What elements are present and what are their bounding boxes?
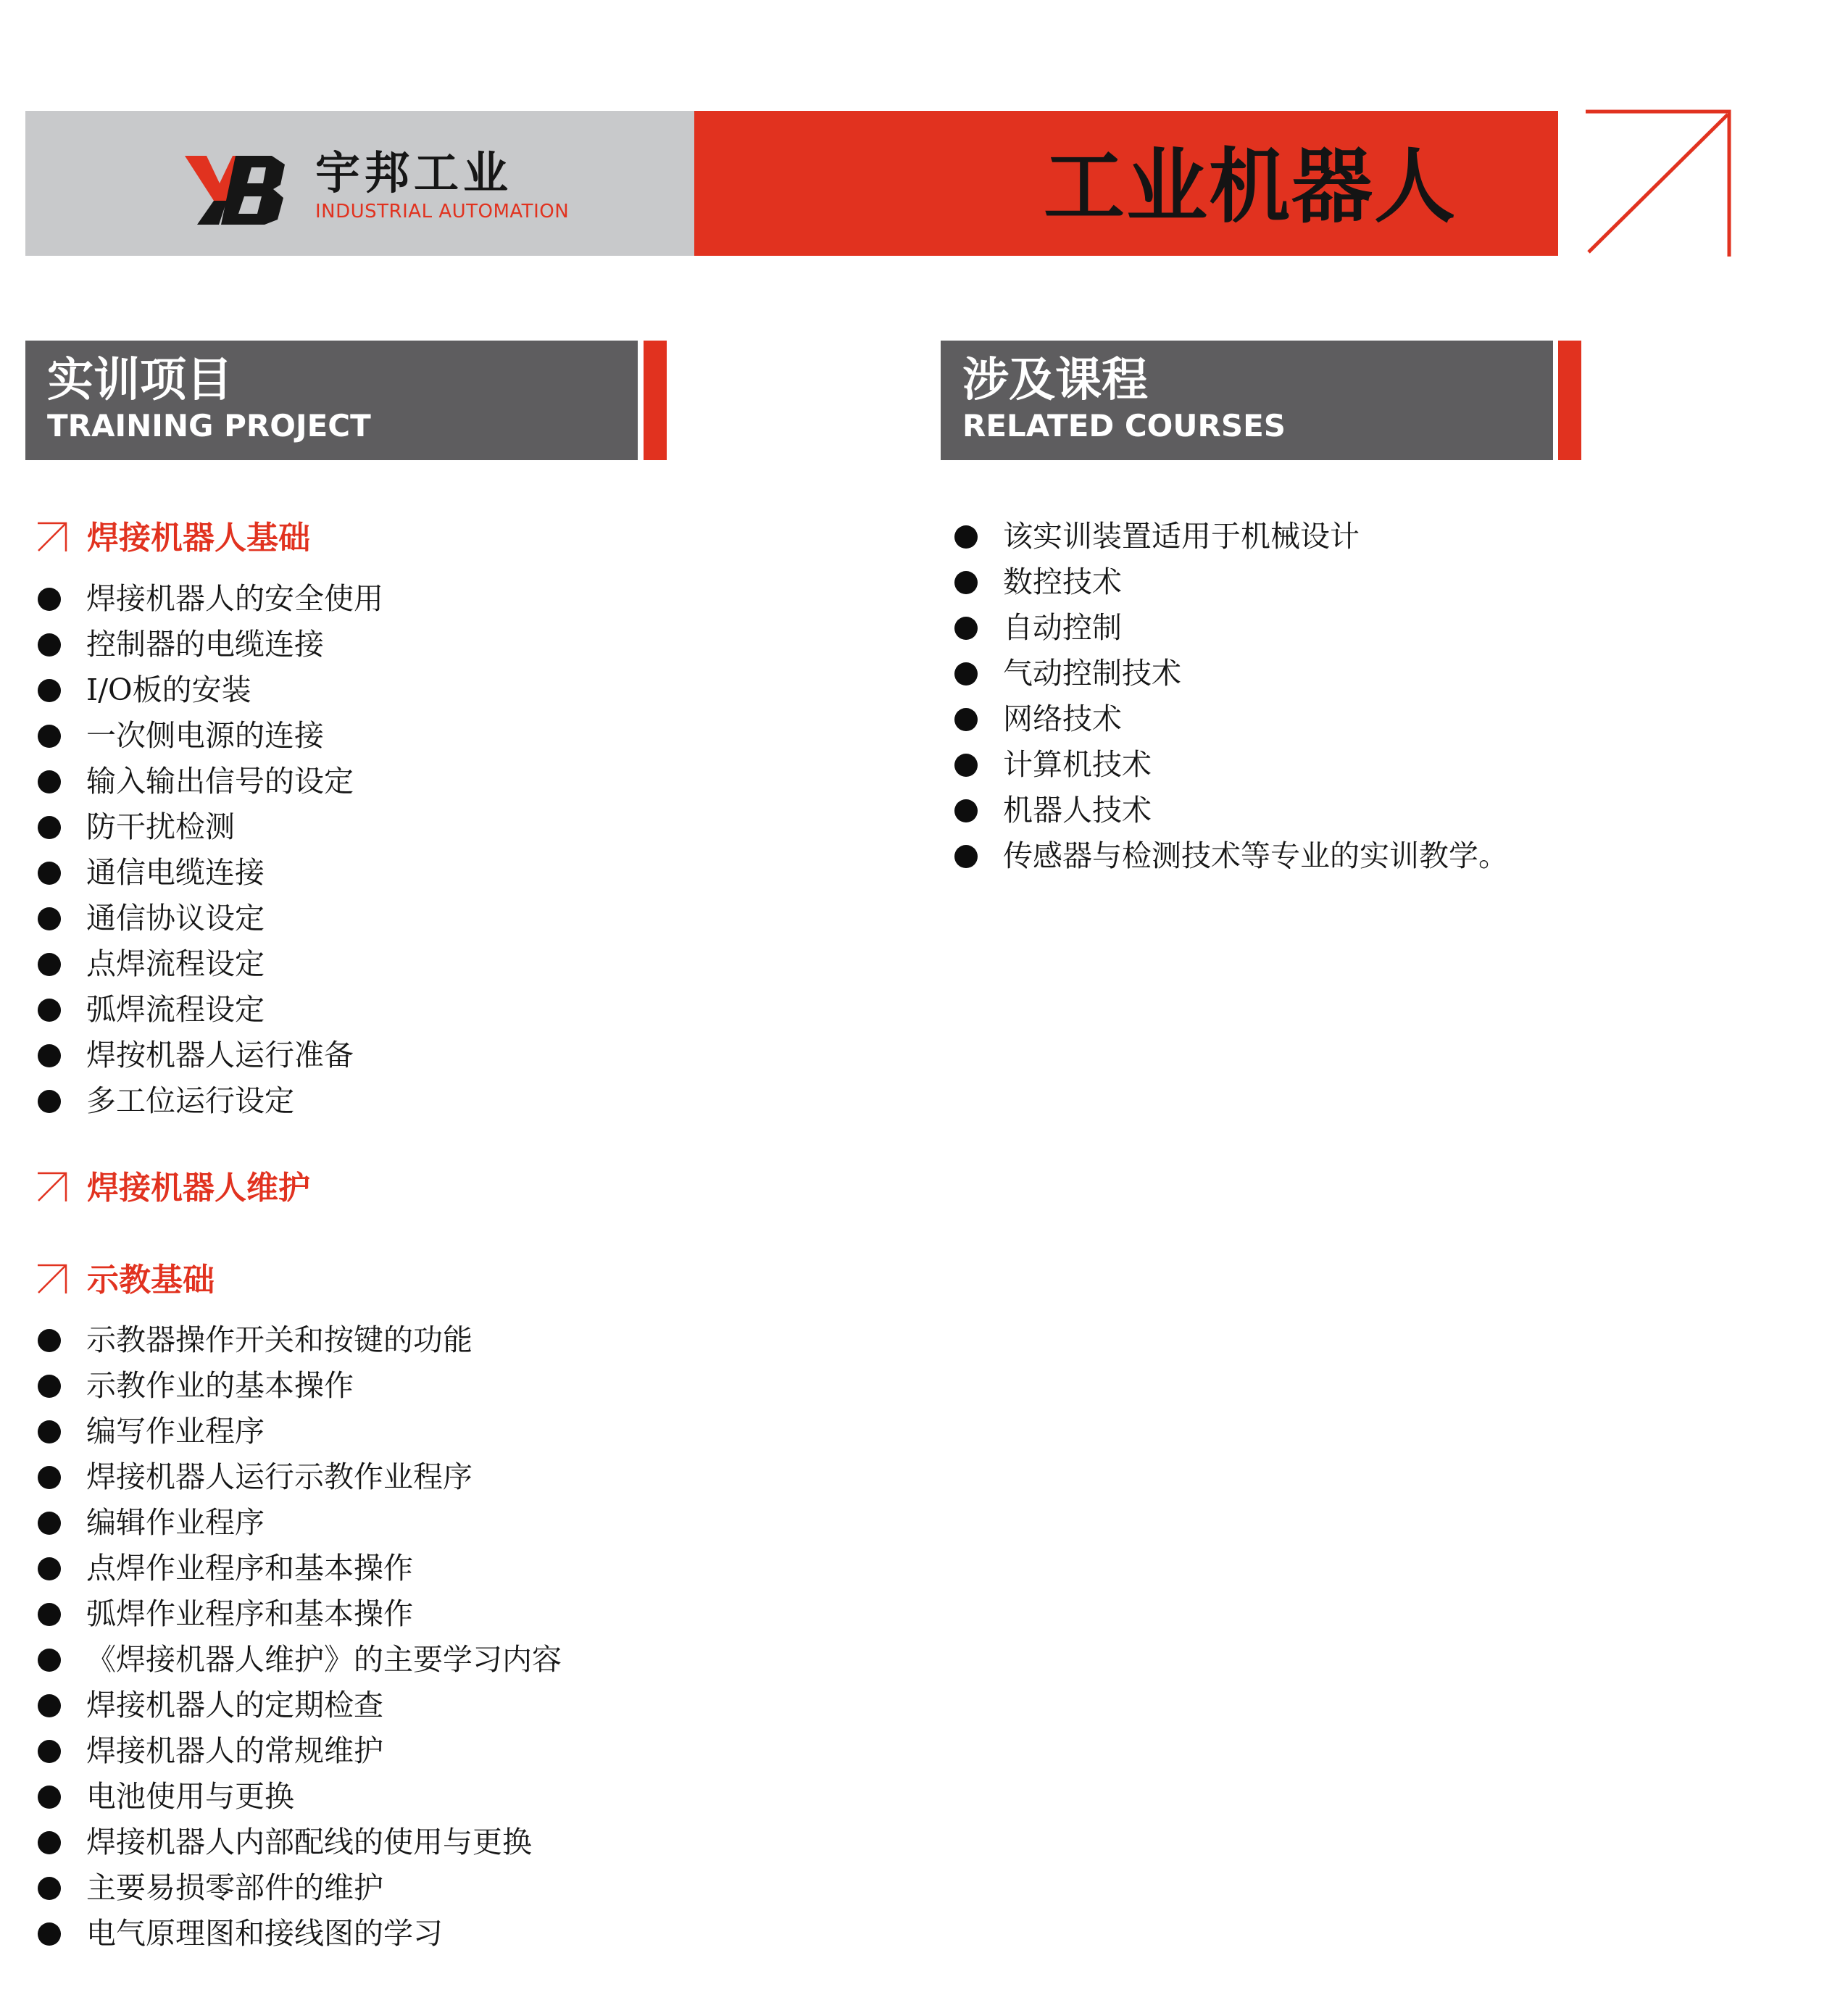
list-item: 《焊接机器人维护》的主要学习内容: [38, 1638, 690, 1683]
bullet-dot-icon: [38, 679, 61, 702]
list-item: 一次侧电源的连接: [38, 714, 690, 759]
bullet-dot-icon: [954, 617, 978, 640]
list-item: 数控技术: [954, 560, 1752, 606]
list-item: 该实训装置适用于机械设计: [954, 514, 1752, 560]
list-item: 焊接机器人运行示教作业程序: [38, 1455, 690, 1501]
page-title: 工业机器人: [1044, 140, 1457, 234]
list-item: 弧焊作业程序和基本操作: [38, 1592, 690, 1638]
bullet-dot-icon: [38, 1831, 61, 1854]
subsection-label: 焊接机器人维护: [87, 1170, 310, 1207]
bullet-dot-icon: [38, 1922, 61, 1946]
list-item: 输入输出信号的设定: [38, 759, 690, 805]
list-item: 点焊流程设定: [38, 942, 690, 988]
training-title-cn: 实训项目: [47, 354, 233, 407]
courses-title-en: RELATED COURSES: [962, 408, 1286, 443]
list-item: 主要易损零部件的维护: [38, 1866, 690, 1912]
list-item: 通信电缆连接: [38, 851, 690, 896]
bullet-dot-icon: [38, 1375, 61, 1398]
list-item: 示教器操作开关和按键的功能: [38, 1318, 690, 1364]
bullet-dot-icon: [38, 1603, 61, 1626]
bullet-dot-icon: [38, 1420, 61, 1443]
bullet-dot-icon: [38, 1090, 61, 1113]
list-item: 控制器的电缆连接: [38, 622, 690, 668]
list-item: 电池使用与更换: [38, 1775, 690, 1820]
list-item: 防干扰检测: [38, 805, 690, 851]
list-item: 气动控制技术: [954, 651, 1752, 697]
courses-section-accent: [1558, 341, 1581, 460]
courses-section-header: [941, 341, 1553, 460]
list-item: 机器人技术: [954, 788, 1752, 834]
brand-logo: [315, 146, 570, 224]
list-item: 多工位运行设定: [38, 1079, 690, 1125]
bullet-dot-icon: [38, 1877, 61, 1900]
training-section-header: [25, 341, 638, 460]
bullet-dot-icon: [38, 816, 61, 839]
bullet-dot-icon: [38, 588, 61, 611]
subsection-welding-maintenance: [36, 1168, 471, 1212]
list-item: 计算机技术: [954, 743, 1752, 788]
subsection-welding-basics: [36, 518, 471, 562]
list-item: 自动控制: [954, 606, 1752, 651]
list-item: 网络技术: [954, 697, 1752, 743]
bullet-dot-icon: [38, 1044, 61, 1067]
list-item: 通信协议设定: [38, 896, 690, 942]
bullet-dot-icon: [38, 1512, 61, 1535]
list-item: 弧焊流程设定: [38, 988, 690, 1033]
bullet-dot-icon: [38, 1649, 61, 1672]
bullet-dot-icon: [38, 862, 61, 885]
bullet-dot-icon: [954, 754, 978, 777]
related-courses-list: [954, 514, 1752, 880]
bullet-dot-icon: [38, 1557, 61, 1580]
subsection-teaching-basics: [36, 1260, 471, 1304]
bullet-dot-icon: [38, 1786, 61, 1809]
bullet-dot-icon: [38, 725, 61, 748]
arrow-up-right-icon: [36, 1171, 68, 1203]
list-item: 焊按机器人运行准备: [38, 1033, 690, 1079]
arrow-up-right-icon: [36, 1263, 68, 1295]
list-item: 焊接机器人的常规维护: [38, 1729, 690, 1775]
list-item: 编辑作业程序: [38, 1501, 690, 1546]
list-item: 电气原理图和接线图的学习: [38, 1912, 690, 1957]
training-section-accent: [644, 341, 667, 460]
subsection-label: 示教基础: [87, 1262, 215, 1299]
teaching-basics-list: [38, 1318, 690, 1957]
list-item: 编写作业程序: [38, 1409, 690, 1455]
bullet-dot-icon: [38, 1466, 61, 1489]
brand-name-cn: 宇邦工业: [315, 146, 513, 199]
bullet-dot-icon: [38, 907, 61, 930]
yb-logo-icon: [185, 156, 286, 225]
list-item: 点焊作业程序和基本操作: [38, 1546, 690, 1592]
bullet-dot-icon: [38, 1694, 61, 1717]
list-item: 示教作业的基本操作: [38, 1364, 690, 1409]
bullet-dot-icon: [954, 799, 978, 822]
bullet-dot-icon: [38, 770, 61, 793]
bullet-dot-icon: [38, 999, 61, 1022]
bullet-dot-icon: [954, 845, 978, 868]
bullet-dot-icon: [954, 525, 978, 549]
training-title-en: TRAINING PROJECT: [47, 408, 371, 443]
list-item: I/O板的安装: [38, 668, 690, 714]
list-item: 传感器与检测技术等专业的实训教学。: [954, 834, 1752, 880]
bullet-dot-icon: [38, 1740, 61, 1763]
bullet-dot-icon: [38, 953, 61, 976]
list-item: 焊接机器人的安全使用: [38, 577, 690, 622]
bullet-dot-icon: [954, 662, 978, 686]
bullet-dot-icon: [38, 633, 61, 657]
bullet-dot-icon: [954, 571, 978, 594]
courses-title-cn: 涉及课程: [962, 354, 1148, 407]
brand-name-en: INDUSTRIAL AUTOMATION: [315, 201, 570, 222]
arrow-up-right-icon: [1586, 109, 1734, 259]
bullet-dot-icon: [954, 708, 978, 731]
list-item: 焊接机器人内部配线的使用与更换: [38, 1820, 690, 1866]
list-item: 焊接机器人的定期检查: [38, 1683, 690, 1729]
welding-basics-list: [38, 577, 690, 1125]
bullet-dot-icon: [38, 1329, 61, 1352]
subsection-label: 焊接机器人基础: [87, 520, 310, 557]
arrow-up-right-icon: [36, 521, 68, 553]
